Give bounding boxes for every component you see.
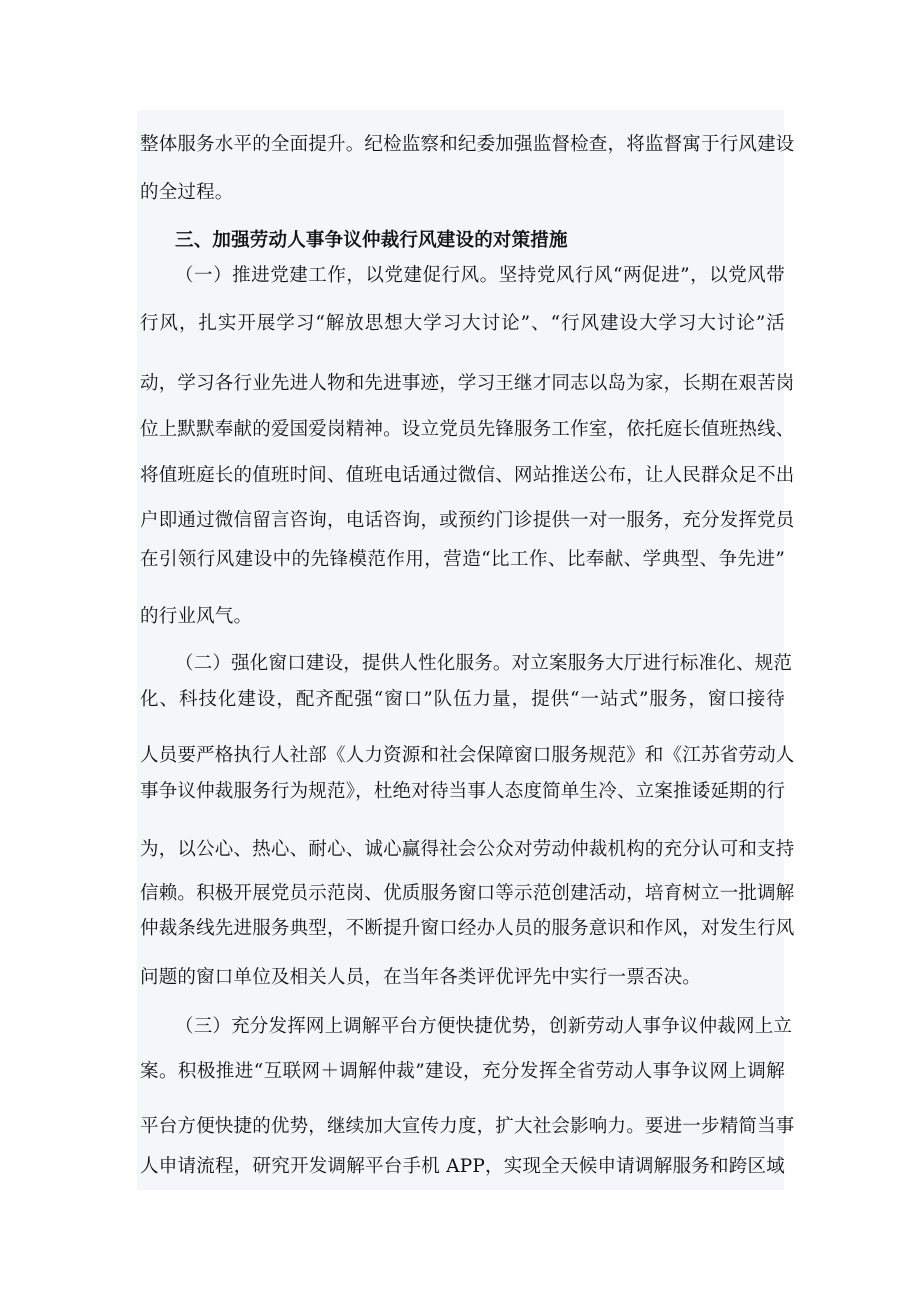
paragraph-line: 化、科技化建设，配齐配强“窗口”队伍力量，提供“一站式”服务，窗口接待 xyxy=(140,689,785,710)
paragraph-line: 为，以公心、热心、耐心、诚心赢得社会公众对劳动仲裁机构的充分认可和支持 xyxy=(140,839,795,860)
paragraph-line: 人员要严格执行人社部《人力资源和社会保障窗口服务规范》和《江苏省劳动人 xyxy=(140,745,795,766)
paragraph-line: 将值班庭长的值班时间、值班电话通过微信、网站推送公布，让人民群众足不出 xyxy=(140,465,795,486)
paragraph-line: 位上默默奉献的爱国爱岗精神。设立党员先锋服务工作室，依托庭长值班热线、 xyxy=(140,419,795,440)
paragraph-line: 在引领行风建设中的先锋模范作用，营造“比工作、比奉献、学典型、争先进” xyxy=(140,549,785,570)
paragraph-line: 动，学习各行业先进人物和先进事迹，学习王继才同志以岛为家，长期在艰苦岗 xyxy=(140,373,795,394)
paragraph-line: （二）强化窗口建设，提供人性化服务。对立案服务大厅进行标准化、规范 xyxy=(175,653,793,674)
paragraph-line: 人申请流程，研究开发调解平台手机 APP，实现全天候申请调解服务和跨区域 xyxy=(140,1156,785,1177)
paragraph-line: 行风，扎实开展学习“解放思想大学习大讨论”、“行风建设大学习大讨论”活 xyxy=(140,313,785,334)
paragraph-line: 信赖。积极开展党员示范岗、优质服务窗口等示范创建活动，培育树立一批调解 xyxy=(140,883,795,904)
paragraph-line: 仲裁条线先进服务典型，不断提升窗口经办人员的服务意识和作风，对发生行风 xyxy=(140,918,795,939)
paragraph-line: 问题的窗口单位及相关人员，在当年各类评优评先中实行一票否决。 xyxy=(140,967,702,988)
paragraph-line: 的全过程。 xyxy=(140,182,234,203)
paragraph-line: 案。积极推进“互联网＋调解仲裁”建设，充分发挥全省劳动人事争议网上调解 xyxy=(140,1061,785,1082)
paragraph-line: （三）充分发挥网上调解平台方便快捷优势，创新劳动人事争议仲裁网上立 xyxy=(175,1016,793,1037)
paragraph-line: 的行业风气。 xyxy=(140,606,253,627)
paragraph-line: 户即通过微信留言咨询，电话咨询，或预约门诊提供一对一服务，充分发挥党员 xyxy=(140,510,795,531)
paragraph-line: 整体服务水平的全面提升。纪检监察和纪委加强监督检查，将监督寓于行风建设 xyxy=(140,134,795,155)
paragraph-line: 事争议仲裁服务行为规范》，杜绝对待当事人态度简单生冷、立案推诿延期的行 xyxy=(140,781,786,802)
paragraph-line: （一）推进党建工作，以党建促行风。坚持党风行风“两促进”，以党风带 xyxy=(175,265,785,286)
paragraph-line: 平台方便快捷的优势，继续加大宣传力度，扩大社会影响力。要进一步精简当事 xyxy=(140,1116,795,1137)
section-heading: 三、加强劳动人事争议仲裁行风建设的对策措施 xyxy=(175,230,568,251)
